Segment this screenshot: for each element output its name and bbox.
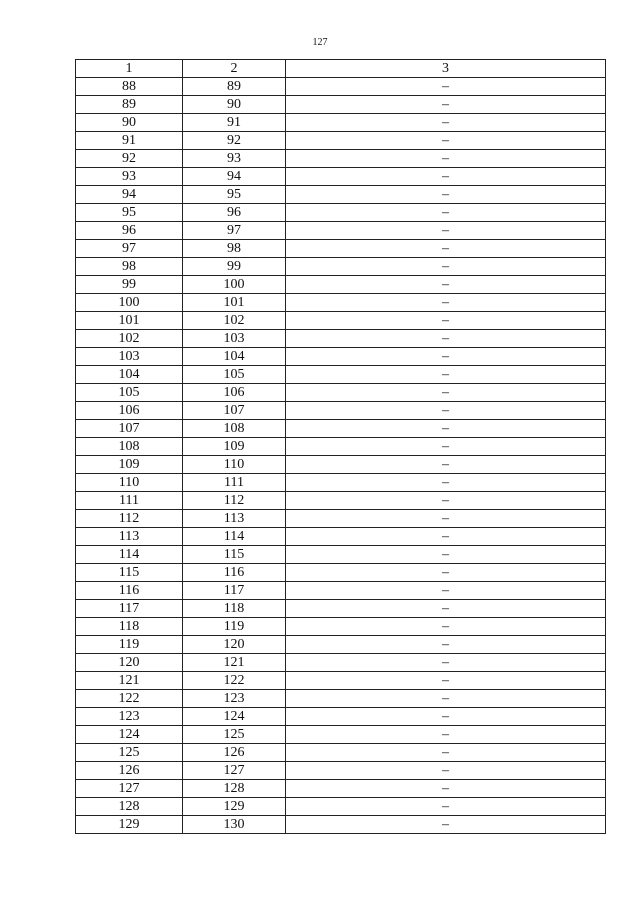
table-cell-col-1: 124: [76, 726, 183, 744]
table-cell-col-2: 101: [183, 294, 286, 312]
table-row: [76, 114, 606, 132]
table-row: [76, 384, 606, 402]
table-cell-col-1: 98: [76, 258, 183, 276]
table-row: [76, 690, 606, 708]
table-row: [76, 168, 606, 186]
table-cell-col-3: –: [286, 762, 606, 780]
table-cell-col-2: 103: [183, 330, 286, 348]
table-cell-col-2: 104: [183, 348, 286, 366]
table-row: [76, 510, 606, 528]
table-cell-col-3: –: [286, 672, 606, 690]
table-cell-col-3: –: [286, 564, 606, 582]
table-cell-col-3: –: [286, 474, 606, 492]
table-cell-col-3: –: [286, 78, 606, 96]
table-cell-col-1: 99: [76, 276, 183, 294]
table-cell-col-3: –: [286, 276, 606, 294]
table-cell-col-1: 126: [76, 762, 183, 780]
table-cell-col-1: 121: [76, 672, 183, 690]
table-cell-col-1: 91: [76, 132, 183, 150]
table-cell-col-3: –: [286, 330, 606, 348]
table-row: [76, 492, 606, 510]
table-cell-col-3: –: [286, 258, 606, 276]
table-cell-col-1: 89: [76, 96, 183, 114]
table-cell-col-3: –: [286, 726, 606, 744]
table-cell-col-3: –: [286, 690, 606, 708]
table-cell-col-2: 106: [183, 384, 286, 402]
table-cell-col-3: –: [286, 402, 606, 420]
table-cell-col-1: 101: [76, 312, 183, 330]
table-cell-col-3: –: [286, 348, 606, 366]
table-cell-col-1: 102: [76, 330, 183, 348]
table-row: [76, 582, 606, 600]
table-cell-col-2: 105: [183, 366, 286, 384]
table-cell-col-2: 93: [183, 150, 286, 168]
table-row: [76, 150, 606, 168]
column-header-1: 1: [76, 60, 183, 78]
table-cell-col-2: 109: [183, 438, 286, 456]
table-cell-col-1: 128: [76, 798, 183, 816]
table-cell-col-3: –: [286, 222, 606, 240]
table-cell-col-2: 118: [183, 600, 286, 618]
table-cell-col-3: –: [286, 528, 606, 546]
table-cell-col-3: –: [286, 582, 606, 600]
table-cell-col-2: 98: [183, 240, 286, 258]
table-cell-col-2: 117: [183, 582, 286, 600]
table-cell-col-3: –: [286, 366, 606, 384]
table-cell-col-2: 122: [183, 672, 286, 690]
table-cell-col-1: 129: [76, 816, 183, 834]
table-cell-col-1: 108: [76, 438, 183, 456]
table-cell-col-2: 128: [183, 780, 286, 798]
table-row: [76, 96, 606, 114]
table-row: [76, 564, 606, 582]
table-cell-col-1: 103: [76, 348, 183, 366]
table-cell-col-2: 125: [183, 726, 286, 744]
table-row: [76, 636, 606, 654]
table-row: [76, 420, 606, 438]
table-cell-col-3: –: [286, 708, 606, 726]
table-row: [76, 258, 606, 276]
table-row: [76, 330, 606, 348]
table-cell-col-1: 96: [76, 222, 183, 240]
table-cell-col-1: 110: [76, 474, 183, 492]
table-cell-col-1: 93: [76, 168, 183, 186]
table-cell-col-1: 118: [76, 618, 183, 636]
table-cell-col-1: 97: [76, 240, 183, 258]
table-cell-col-2: 124: [183, 708, 286, 726]
table-cell-col-2: 112: [183, 492, 286, 510]
table-row: [76, 204, 606, 222]
table-cell-col-1: 106: [76, 402, 183, 420]
table-cell-col-1: 113: [76, 528, 183, 546]
table-cell-col-3: –: [286, 546, 606, 564]
table-cell-col-2: 102: [183, 312, 286, 330]
table-row: [76, 780, 606, 798]
table-row: [76, 528, 606, 546]
table-cell-col-2: 99: [183, 258, 286, 276]
table-cell-col-2: 90: [183, 96, 286, 114]
table-cell-col-2: 89: [183, 78, 286, 96]
data-table: [75, 59, 606, 834]
table-header: [76, 60, 606, 78]
column-header-2: 2: [183, 60, 286, 78]
table-cell-col-1: 105: [76, 384, 183, 402]
table-cell-col-3: –: [286, 204, 606, 222]
table-row: [76, 798, 606, 816]
table-row: [76, 222, 606, 240]
table-cell-col-3: –: [286, 816, 606, 834]
table-cell-col-1: 114: [76, 546, 183, 564]
table-cell-col-3: –: [286, 132, 606, 150]
table-cell-col-3: –: [286, 240, 606, 258]
table-cell-col-2: 107: [183, 402, 286, 420]
table-cell-col-2: 94: [183, 168, 286, 186]
table-row: [76, 348, 606, 366]
page-number: 127: [312, 37, 328, 48]
table-row: [76, 744, 606, 762]
table-cell-col-1: 109: [76, 456, 183, 474]
table-cell-col-2: 126: [183, 744, 286, 762]
table-cell-col-2: 119: [183, 618, 286, 636]
table-cell-col-1: 90: [76, 114, 183, 132]
table-header-row: [76, 60, 606, 78]
table-row: [76, 312, 606, 330]
table-cell-col-3: –: [286, 780, 606, 798]
table-cell-col-3: –: [286, 744, 606, 762]
table-row: [76, 600, 606, 618]
table-cell-col-3: –: [286, 492, 606, 510]
table-row: [76, 456, 606, 474]
table-row: [76, 294, 606, 312]
table-row: [76, 672, 606, 690]
table-cell-col-1: 123: [76, 708, 183, 726]
table-cell-col-3: –: [286, 168, 606, 186]
table-cell-col-2: 92: [183, 132, 286, 150]
table-row: [76, 762, 606, 780]
table-cell-col-1: 127: [76, 780, 183, 798]
table-cell-col-3: –: [286, 420, 606, 438]
table-cell-col-1: 92: [76, 150, 183, 168]
table-cell-col-3: –: [286, 186, 606, 204]
table-cell-col-2: 127: [183, 762, 286, 780]
table-cell-col-3: –: [286, 600, 606, 618]
table-row: [76, 78, 606, 96]
table-row: [76, 402, 606, 420]
table-row: [76, 132, 606, 150]
table-cell-col-2: 111: [183, 474, 286, 492]
table-cell-col-1: 125: [76, 744, 183, 762]
table-row: [76, 708, 606, 726]
table-cell-col-1: 120: [76, 654, 183, 672]
table-cell-col-3: –: [286, 96, 606, 114]
table-cell-col-2: 110: [183, 456, 286, 474]
table-row: [76, 654, 606, 672]
table-cell-col-2: 100: [183, 276, 286, 294]
table-cell-col-3: –: [286, 798, 606, 816]
table-cell-col-2: 91: [183, 114, 286, 132]
table-cell-col-2: 129: [183, 798, 286, 816]
table-cell-col-1: 107: [76, 420, 183, 438]
table-cell-col-2: 97: [183, 222, 286, 240]
table-row: [76, 366, 606, 384]
table-cell-col-2: 108: [183, 420, 286, 438]
table-row: [76, 618, 606, 636]
table-cell-col-1: 100: [76, 294, 183, 312]
table-cell-col-3: –: [286, 114, 606, 132]
table-cell-col-1: 104: [76, 366, 183, 384]
table-cell-col-2: 96: [183, 204, 286, 222]
table-cell-col-1: 119: [76, 636, 183, 654]
table-cell-col-2: 115: [183, 546, 286, 564]
table-row: [76, 474, 606, 492]
table-cell-col-1: 88: [76, 78, 183, 96]
table-row: [76, 240, 606, 258]
table-row: [76, 276, 606, 294]
table-cell-col-2: 120: [183, 636, 286, 654]
table-cell-col-2: 121: [183, 654, 286, 672]
table-cell-col-3: –: [286, 510, 606, 528]
table-cell-col-1: 94: [76, 186, 183, 204]
table-cell-col-1: 112: [76, 510, 183, 528]
table-cell-col-1: 117: [76, 600, 183, 618]
table-cell-col-1: 116: [76, 582, 183, 600]
table-cell-col-1: 95: [76, 204, 183, 222]
table-cell-col-3: –: [286, 312, 606, 330]
table-cell-col-3: –: [286, 150, 606, 168]
table-row: [76, 186, 606, 204]
table-cell-col-1: 111: [76, 492, 183, 510]
table-cell-col-2: 95: [183, 186, 286, 204]
table-cell-col-3: –: [286, 636, 606, 654]
table-cell-col-3: –: [286, 456, 606, 474]
table-row: [76, 726, 606, 744]
table-row: [76, 546, 606, 564]
table-cell-col-2: 114: [183, 528, 286, 546]
table-body: [76, 78, 606, 834]
table-cell-col-2: 113: [183, 510, 286, 528]
table-cell-col-3: –: [286, 438, 606, 456]
table-cell-col-2: 130: [183, 816, 286, 834]
table-cell-col-1: 122: [76, 690, 183, 708]
table-row: [76, 816, 606, 834]
table-row: [76, 438, 606, 456]
table-cell-col-1: 115: [76, 564, 183, 582]
table-cell-col-2: 116: [183, 564, 286, 582]
table-cell-col-3: –: [286, 654, 606, 672]
table-cell-col-3: –: [286, 618, 606, 636]
column-header-3: 3: [286, 60, 606, 78]
table-cell-col-3: –: [286, 384, 606, 402]
table-cell-col-2: 123: [183, 690, 286, 708]
table-cell-col-3: –: [286, 294, 606, 312]
